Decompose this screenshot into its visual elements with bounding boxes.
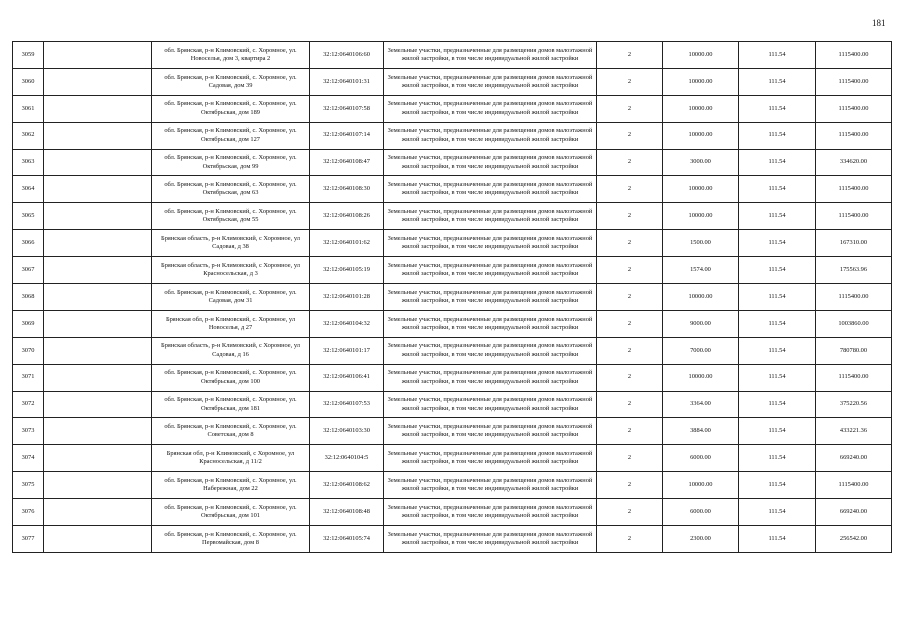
land-use-cell: Земельные участки, предназначенные для размещения домов малоэтажной жилой застройки, в том числе индивидуальной жилой застройки bbox=[384, 445, 597, 472]
land-use-cell: Земельные участки, предназначенные для размещения домов малоэтажной жилой застройки, в том числе индивидуальной жилой застройки bbox=[384, 257, 597, 284]
address-cell: обл. Брянская, р-н Климовский, с. Хоромное, ул. Октябрьская, дом 100 bbox=[152, 364, 310, 391]
cadastral-number-cell: 32:12:0640107:58 bbox=[310, 95, 384, 122]
row-number-cell: 3069 bbox=[13, 310, 44, 337]
row-number-cell: 3060 bbox=[13, 68, 44, 95]
address-cell: Брянская обл, р-н Климовский, с. Хоромное, ул Новоселья, д 27 bbox=[152, 310, 310, 337]
cadastral-number-cell: 32:12:0640101:28 bbox=[310, 284, 384, 311]
row-number-cell: 3067 bbox=[13, 257, 44, 284]
area-cell: 3364.00 bbox=[663, 391, 739, 418]
cadastral-number-cell: 32:12:0640105:19 bbox=[310, 257, 384, 284]
address-cell: Брянская обл, р-н Климовский, с Хоромное, ул Красносельская, д 11/2 bbox=[152, 445, 310, 472]
group-cell: 2 bbox=[597, 68, 663, 95]
group-cell: 2 bbox=[597, 526, 663, 553]
row-number-cell: 3075 bbox=[13, 472, 44, 499]
empty-cell bbox=[44, 364, 152, 391]
area-cell: 1574.00 bbox=[663, 257, 739, 284]
row-number-cell: 3068 bbox=[13, 284, 44, 311]
group-cell: 2 bbox=[597, 149, 663, 176]
land-registry-table bbox=[12, 41, 892, 553]
group-cell: 2 bbox=[597, 472, 663, 499]
cadastral-number-cell: 32:12:0640108:47 bbox=[310, 149, 384, 176]
table-row bbox=[13, 122, 892, 149]
cadastral-number-cell: 32:12:0640104:5 bbox=[310, 445, 384, 472]
address-cell: обл. Брянская, р-н Климовский, с. Хоромное, ул. Садовая, дом 31 bbox=[152, 284, 310, 311]
row-number-cell: 3071 bbox=[13, 364, 44, 391]
empty-cell bbox=[44, 176, 152, 203]
rate-cell: 111.54 bbox=[739, 230, 816, 257]
table-row bbox=[13, 391, 892, 418]
table-row bbox=[13, 42, 892, 69]
cadastral-value-cell: 1115400.00 bbox=[816, 364, 892, 391]
land-use-cell: Земельные участки, предназначенные для размещения домов малоэтажной жилой застройки, в том числе индивидуальной жилой застройки bbox=[384, 68, 597, 95]
address-cell: обл. Брянская, р-н Климовский, с. Хоромное, ул. Советская, дом 8 bbox=[152, 418, 310, 445]
cadastral-number-cell: 32:12:0640108:26 bbox=[310, 203, 384, 230]
rate-cell: 111.54 bbox=[739, 176, 816, 203]
table-row bbox=[13, 95, 892, 122]
cadastral-value-cell: 1115400.00 bbox=[816, 95, 892, 122]
rate-cell: 111.54 bbox=[739, 499, 816, 526]
rate-cell: 111.54 bbox=[739, 42, 816, 69]
rate-cell: 111.54 bbox=[739, 364, 816, 391]
address-cell: обл. Брянская, р-н Климовский, с. Хоромное, ул. Новоселья, дом 3, квартира 2 bbox=[152, 42, 310, 69]
table-row bbox=[13, 445, 892, 472]
table-row bbox=[13, 203, 892, 230]
cadastral-number-cell: 32:12:0640108:30 bbox=[310, 176, 384, 203]
empty-cell bbox=[44, 68, 152, 95]
group-cell: 2 bbox=[597, 391, 663, 418]
cadastral-number-cell: 32:12:0640101:31 bbox=[310, 68, 384, 95]
table-row bbox=[13, 284, 892, 311]
cadastral-value-cell: 334620.00 bbox=[816, 149, 892, 176]
group-cell: 2 bbox=[597, 499, 663, 526]
land-use-cell: Земельные участки, предназначенные для размещения домов малоэтажной жилой застройки, в том числе индивидуальной жилой застройки bbox=[384, 203, 597, 230]
empty-cell bbox=[44, 310, 152, 337]
group-cell: 2 bbox=[597, 257, 663, 284]
cadastral-value-cell: 1115400.00 bbox=[816, 68, 892, 95]
row-number-cell: 3073 bbox=[13, 418, 44, 445]
area-cell: 7000.00 bbox=[663, 337, 739, 364]
address-cell: обл. Брянская, р-н Климовский, с. Хоромное, ул. Октябрьская, дом 63 bbox=[152, 176, 310, 203]
rate-cell: 111.54 bbox=[739, 257, 816, 284]
table-row bbox=[13, 68, 892, 95]
cadastral-value-cell: 780780.00 bbox=[816, 337, 892, 364]
cadastral-value-cell: 669240.00 bbox=[816, 445, 892, 472]
land-use-cell: Земельные участки, предназначенные для размещения домов малоэтажной жилой застройки, в том числе индивидуальной жилой застройки bbox=[384, 391, 597, 418]
group-cell: 2 bbox=[597, 284, 663, 311]
row-number-cell: 3076 bbox=[13, 499, 44, 526]
cadastral-value-cell: 1115400.00 bbox=[816, 176, 892, 203]
group-cell: 2 bbox=[597, 337, 663, 364]
table-row bbox=[13, 526, 892, 553]
table-body bbox=[13, 42, 892, 553]
cadastral-value-cell: 256542.00 bbox=[816, 526, 892, 553]
area-cell: 2300.00 bbox=[663, 526, 739, 553]
empty-cell bbox=[44, 472, 152, 499]
cadastral-value-cell: 1115400.00 bbox=[816, 472, 892, 499]
row-number-cell: 3064 bbox=[13, 176, 44, 203]
cadastral-number-cell: 32:12:0640104:32 bbox=[310, 310, 384, 337]
table-row bbox=[13, 230, 892, 257]
group-cell: 2 bbox=[597, 230, 663, 257]
area-cell: 3884.00 bbox=[663, 418, 739, 445]
empty-cell bbox=[44, 526, 152, 553]
rate-cell: 111.54 bbox=[739, 418, 816, 445]
land-use-cell: Земельные участки, предназначенные для размещения домов малоэтажной жилой застройки, в том числе индивидуальной жилой застройки bbox=[384, 42, 597, 69]
table-row bbox=[13, 149, 892, 176]
rate-cell: 111.54 bbox=[739, 472, 816, 499]
rate-cell: 111.54 bbox=[739, 284, 816, 311]
area-cell: 10000.00 bbox=[663, 176, 739, 203]
table-row bbox=[13, 310, 892, 337]
area-cell: 10000.00 bbox=[663, 472, 739, 499]
address-cell: обл. Брянская, р-н Климовский, с. Хоромное, ул. Октябрьская, дом 101 bbox=[152, 499, 310, 526]
cadastral-value-cell: 375220.56 bbox=[816, 391, 892, 418]
cadastral-value-cell: 1115400.00 bbox=[816, 284, 892, 311]
cadastral-value-cell: 669240.00 bbox=[816, 499, 892, 526]
rate-cell: 111.54 bbox=[739, 203, 816, 230]
address-cell: обл. Брянская, р-н Климовский, с. Хоромное, ул. Октябрьская, дом 55 bbox=[152, 203, 310, 230]
area-cell: 10000.00 bbox=[663, 284, 739, 311]
row-number-cell: 3065 bbox=[13, 203, 44, 230]
empty-cell bbox=[44, 149, 152, 176]
rate-cell: 111.54 bbox=[739, 122, 816, 149]
land-use-cell: Земельные участки, предназначенные для размещения домов малоэтажной жилой застройки, в том числе индивидуальной жилой застройки bbox=[384, 149, 597, 176]
table-row bbox=[13, 337, 892, 364]
land-use-cell: Земельные участки, предназначенные для размещения домов малоэтажной жилой застройки, в том числе индивидуальной жилой застройки bbox=[384, 418, 597, 445]
row-number-cell: 3072 bbox=[13, 391, 44, 418]
cadastral-value-cell: 1115400.00 bbox=[816, 42, 892, 69]
group-cell: 2 bbox=[597, 418, 663, 445]
land-use-cell: Земельные участки, предназначенные для размещения домов малоэтажной жилой застройки, в том числе индивидуальной жилой застройки bbox=[384, 284, 597, 311]
area-cell: 10000.00 bbox=[663, 203, 739, 230]
address-cell: обл. Брянская, р-н Климовский, с. Хоромное, ул. Набережная, дом 22 bbox=[152, 472, 310, 499]
rate-cell: 111.54 bbox=[739, 95, 816, 122]
area-cell: 10000.00 bbox=[663, 95, 739, 122]
table-row bbox=[13, 472, 892, 499]
empty-cell bbox=[44, 122, 152, 149]
address-cell: обл. Брянская, р-н Климовский, с. Хоромное, ул. Октябрьская, дом 181 bbox=[152, 391, 310, 418]
cadastral-number-cell: 32:12:0640107:14 bbox=[310, 122, 384, 149]
address-cell: обл. Брянская, р-н Климовский, с. Хоромное, ул. Октябрьская, дом 127 bbox=[152, 122, 310, 149]
group-cell: 2 bbox=[597, 445, 663, 472]
table-row bbox=[13, 418, 892, 445]
area-cell: 6000.00 bbox=[663, 445, 739, 472]
table-row bbox=[13, 364, 892, 391]
empty-cell bbox=[44, 42, 152, 69]
row-number-cell: 3061 bbox=[13, 95, 44, 122]
cadastral-value-cell: 175563.96 bbox=[816, 257, 892, 284]
land-use-cell: Земельные участки, предназначенные для размещения домов малоэтажной жилой застройки, в том числе индивидуальной жилой застройки bbox=[384, 95, 597, 122]
address-cell: Брянская область, р-н Климовский, с Хоромное, ул Садовая, д 16 bbox=[152, 337, 310, 364]
group-cell: 2 bbox=[597, 122, 663, 149]
rate-cell: 111.54 bbox=[739, 337, 816, 364]
empty-cell bbox=[44, 418, 152, 445]
land-use-cell: Земельные участки, предназначенные для размещения домов малоэтажной жилой застройки, в том числе индивидуальной жилой застройки bbox=[384, 337, 597, 364]
area-cell: 10000.00 bbox=[663, 68, 739, 95]
cadastral-value-cell: 1115400.00 bbox=[816, 203, 892, 230]
land-use-cell: Земельные участки, предназначенные для размещения домов малоэтажной жилой застройки, в том числе индивидуальной жилой застройки bbox=[384, 364, 597, 391]
address-cell: Брянская область, р-н Климовский, с Хоромное, ул Красносельская, д 3 bbox=[152, 257, 310, 284]
address-cell: Брянская область, р-н Климовский, с Хоромное, ул Садовая, д 38 bbox=[152, 230, 310, 257]
area-cell: 10000.00 bbox=[663, 42, 739, 69]
land-use-cell: Земельные участки, предназначенные для размещения домов малоэтажной жилой застройки, в том числе индивидуальной жилой застройки bbox=[384, 122, 597, 149]
row-number-cell: 3063 bbox=[13, 149, 44, 176]
area-cell: 1500.00 bbox=[663, 230, 739, 257]
cadastral-value-cell: 433221.36 bbox=[816, 418, 892, 445]
cadastral-number-cell: 32:12:0640101:62 bbox=[310, 230, 384, 257]
rate-cell: 111.54 bbox=[739, 526, 816, 553]
cadastral-number-cell: 32:12:0640106:60 bbox=[310, 42, 384, 69]
cadastral-value-cell: 167310.00 bbox=[816, 230, 892, 257]
table-row bbox=[13, 176, 892, 203]
address-cell: обл. Брянская, р-н Климовский, с. Хоромное, ул. Первомайская, дом 8 bbox=[152, 526, 310, 553]
empty-cell bbox=[44, 230, 152, 257]
empty-cell bbox=[44, 445, 152, 472]
rate-cell: 111.54 bbox=[739, 391, 816, 418]
land-use-cell: Земельные участки, предназначенные для размещения домов малоэтажной жилой застройки, в том числе индивидуальной жилой застройки bbox=[384, 230, 597, 257]
empty-cell bbox=[44, 337, 152, 364]
empty-cell bbox=[44, 284, 152, 311]
address-cell: обл. Брянская, р-н Климовский, с. Хоромное, ул. Октябрьская, дом 99 bbox=[152, 149, 310, 176]
group-cell: 2 bbox=[597, 95, 663, 122]
area-cell: 10000.00 bbox=[663, 122, 739, 149]
group-cell: 2 bbox=[597, 176, 663, 203]
cadastral-number-cell: 32:12:0640108:62 bbox=[310, 472, 384, 499]
cadastral-number-cell: 32:12:0640105:74 bbox=[310, 526, 384, 553]
land-use-cell: Земельные участки, предназначенные для размещения домов малоэтажной жилой застройки, в том числе индивидуальной жилой застройки bbox=[384, 499, 597, 526]
row-number-cell: 3074 bbox=[13, 445, 44, 472]
land-use-cell: Земельные участки, предназначенные для размещения домов малоэтажной жилой застройки, в том числе индивидуальной жилой застройки bbox=[384, 472, 597, 499]
row-number-cell: 3059 bbox=[13, 42, 44, 69]
cadastral-number-cell: 32:12:0640108:48 bbox=[310, 499, 384, 526]
land-use-cell: Земельные участки, предназначенные для размещения домов малоэтажной жилой застройки, в том числе индивидуальной жилой застройки bbox=[384, 526, 597, 553]
table-row bbox=[13, 257, 892, 284]
land-use-cell: Земельные участки, предназначенные для размещения домов малоэтажной жилой застройки, в том числе индивидуальной жилой застройки bbox=[384, 176, 597, 203]
area-cell: 6000.00 bbox=[663, 499, 739, 526]
group-cell: 2 bbox=[597, 203, 663, 230]
cadastral-value-cell: 1115400.00 bbox=[816, 122, 892, 149]
cadastral-number-cell: 32:12:0640107:53 bbox=[310, 391, 384, 418]
cadastral-number-cell: 32:12:0640106:41 bbox=[310, 364, 384, 391]
row-number-cell: 3070 bbox=[13, 337, 44, 364]
empty-cell bbox=[44, 391, 152, 418]
cadastral-number-cell: 32:12:0640101:17 bbox=[310, 337, 384, 364]
rate-cell: 111.54 bbox=[739, 68, 816, 95]
rate-cell: 111.54 bbox=[739, 310, 816, 337]
row-number-cell: 3077 bbox=[13, 526, 44, 553]
address-cell: обл. Брянская, р-н Климовский, с. Хоромное, ул. Садовая, дом 39 bbox=[152, 68, 310, 95]
land-use-cell: Земельные участки, предназначенные для размещения домов малоэтажной жилой застройки, в том числе индивидуальной жилой застройки bbox=[384, 310, 597, 337]
rate-cell: 111.54 bbox=[739, 445, 816, 472]
group-cell: 2 bbox=[597, 42, 663, 69]
area-cell: 10000.00 bbox=[663, 364, 739, 391]
table-row bbox=[13, 499, 892, 526]
rate-cell: 111.54 bbox=[739, 149, 816, 176]
empty-cell bbox=[44, 95, 152, 122]
empty-cell bbox=[44, 499, 152, 526]
row-number-cell: 3066 bbox=[13, 230, 44, 257]
cadastral-number-cell: 32:12:0640103:30 bbox=[310, 418, 384, 445]
address-cell: обл. Брянская, р-н Климовский, с. Хоромное, ул. Октябрьская, дом 189 bbox=[152, 95, 310, 122]
empty-cell bbox=[44, 203, 152, 230]
group-cell: 2 bbox=[597, 364, 663, 391]
cadastral-value-cell: 1003860.00 bbox=[816, 310, 892, 337]
row-number-cell: 3062 bbox=[13, 122, 44, 149]
area-cell: 3000.00 bbox=[663, 149, 739, 176]
area-cell: 9000.00 bbox=[663, 310, 739, 337]
page-number: 181 bbox=[872, 18, 886, 28]
group-cell: 2 bbox=[597, 310, 663, 337]
empty-cell bbox=[44, 257, 152, 284]
